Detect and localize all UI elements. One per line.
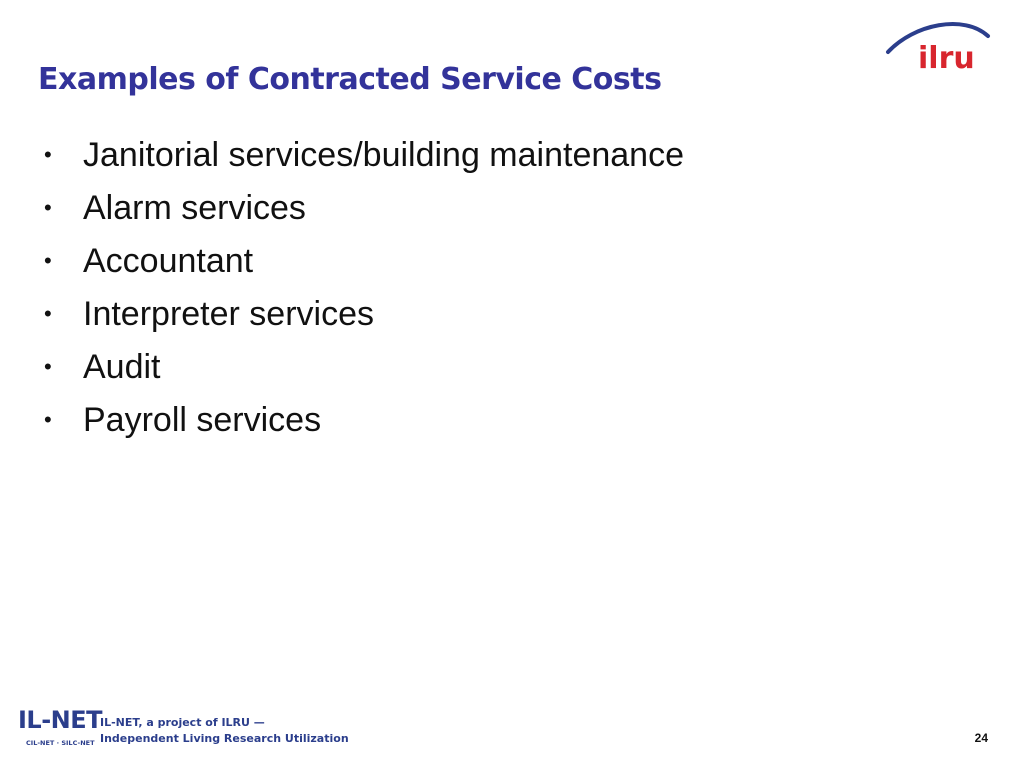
bullet-text: Audit	[83, 348, 161, 386]
list-item	[40, 401, 684, 454]
page-number: 24	[974, 731, 988, 745]
bullet-marker: •	[44, 301, 52, 326]
bullet-text: Janitorial services/building maintenance	[83, 136, 684, 174]
bullet-text: Payroll services	[83, 401, 322, 439]
bullet-text: Accountant	[83, 242, 254, 280]
bullet-marker: •	[44, 248, 52, 273]
list-item	[40, 136, 684, 189]
ilru-logo	[884, 14, 992, 74]
bullet-text: Alarm services	[83, 189, 306, 227]
bullet-marker: •	[44, 407, 52, 432]
bullet-list	[40, 136, 684, 454]
bullet-text: Interpreter services	[83, 295, 374, 333]
list-item	[40, 295, 684, 348]
bullet-marker: •	[44, 354, 52, 379]
bullet-marker: •	[44, 142, 52, 167]
il-net-logo-text: IL-NET	[18, 706, 103, 734]
bullet-marker: •	[44, 195, 52, 220]
il-net-logo-subtext: CIL-NET · SILC-NET	[26, 739, 95, 747]
list-item	[40, 348, 684, 401]
footer-line-1: IL-NET, a project of ILRU —	[100, 716, 265, 729]
slide-title: Examples of Contracted Service Costs	[38, 62, 662, 97]
ilru-logo-text: ilru	[918, 41, 975, 74]
footer-line-2: Independent Living Research Utilization	[100, 732, 349, 745]
footer-caption	[100, 715, 349, 747]
list-item	[40, 189, 684, 242]
il-net-logo	[18, 706, 108, 752]
ilru-logo-graphic	[884, 14, 992, 74]
list-item	[40, 242, 684, 295]
